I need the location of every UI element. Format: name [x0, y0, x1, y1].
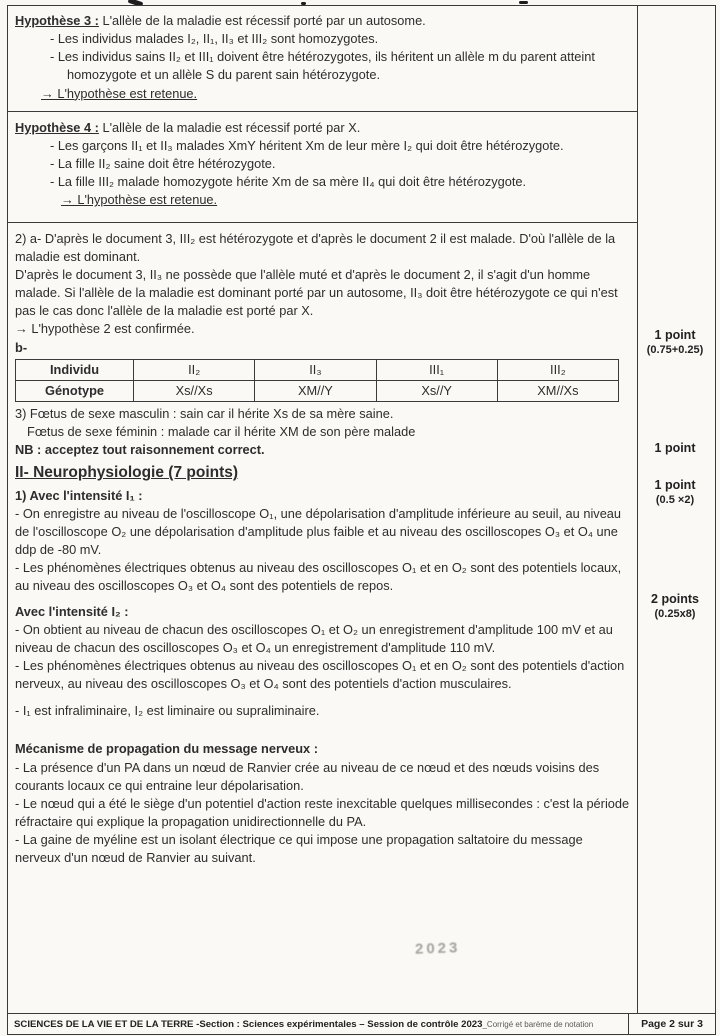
- footer-title-main: SCIENCES DE LA VIE ET DE LA TERRE -Section : Sciences expérimentales – Session de contrôle 2023: [14, 1018, 483, 1030]
- question-3-section: [15, 405, 630, 459]
- document-frame: [7, 5, 716, 1014]
- scan-artifact: [519, 1, 528, 4]
- table-cell: II₃: [255, 359, 376, 380]
- points-detail: (0.75+0.25): [646, 343, 704, 356]
- intensity-1-bullet: - Les phénomènes électriques obtenus au niveau des oscilloscopes O₁ et en O₂ sont des potentiels locaux, au niveau des oscilloscopes O₃ et O₄ sont des potentiels de repos.: [15, 560, 622, 594]
- hypothesis-4-bullet: - La fille II₂ saine doit être hétérozygote.: [50, 156, 276, 172]
- hypothesis-3-bullet: - Les individus sains II₂ et III₁ doivent être hétérozygotes, ils héritent un allèle m du parent atteint homozygote et un allèle S du parent sain hétérozygote.: [50, 49, 595, 83]
- question-3-line: Fœtus de sexe féminin : malade car il hérite XM de son père malade: [27, 424, 416, 440]
- scoring-column: [637, 6, 715, 1013]
- neurophysiology-heading: II- Neurophysiologie (7 points): [15, 464, 239, 482]
- footer-title-tail: _Corrigé et barème de notation: [482, 1019, 594, 1029]
- points-annotation: [638, 592, 712, 621]
- mechanism-bullet: - Le nœud qui a été le siège d'un potentiel d'action reste inexcitable quelques millisecondes : c'est la période réfractaire qui explique la propagation unidirectionnelle du PA.: [15, 795, 630, 830]
- intensity-2-label: Avec l'intensité I₂ :: [15, 603, 129, 619]
- table-genotype-row: [16, 380, 619, 401]
- question-3-line: 3) Fœtus de sexe masculin : sain car il hérite Xs de sa mère saine.: [15, 405, 394, 421]
- table-cell: III₂: [497, 359, 618, 380]
- intensity-2-bullet: - On obtient au niveau de chacun des oscilloscopes O₁ et O₂ un enregistrement d'amplitude 100 mV et au niveau de chacun des oscilloscopes O₃ et O₄ un enregistrement d'amplitude 110 mV.: [15, 621, 613, 655]
- points-annotation: [638, 441, 712, 457]
- points-detail: (0.25x8): [654, 607, 696, 620]
- table-cell: III₁: [376, 359, 497, 380]
- table-cell-genotype: Génotype: [16, 380, 134, 401]
- main-content-column: [8, 6, 637, 1013]
- table-cell: II₂: [134, 359, 255, 380]
- question-2a-section: [15, 230, 630, 357]
- mechanism-heading: Mécanisme de propagation du message nerveux :: [15, 741, 318, 757]
- hypothesis-3-section: [15, 12, 630, 103]
- table-cell-individu: Individu: [16, 359, 134, 380]
- points-label: 2 points: [651, 592, 699, 606]
- table-cell: Xs//Xs: [134, 380, 255, 401]
- hypothesis-4-bullet: - Les garçons II₁ et II₃ malades XmY héritent Xm de leur mère I₂ qui doit être hétérozygote.: [50, 137, 564, 153]
- intensity-conclusion: - I₁ est infraliminaire, I₂ est liminaire ou supraliminaire.: [15, 703, 320, 719]
- points-label: 1 point: [654, 478, 696, 492]
- question-2a-paragraph: 2) a- D'après le document 3, III₂ est hétérozygote et d'après le document 2 il est malade. D'où l'allèle de la maladie est dominant.: [15, 230, 616, 264]
- table-cell: XM//Xs: [497, 380, 618, 401]
- table-cell: Xs//Y: [376, 380, 497, 401]
- hypothesis-3-conclusion: → L'hypothèse est retenue.: [41, 85, 198, 101]
- hypothesis-3-bullet: - Les individus malades I₂, II₁, II₃ et III₂ sont homozygotes.: [50, 31, 379, 47]
- mechanism-bullet: - La présence d'un PA dans un nœud de Ranvier crée au niveau de ce nœud et des nœuds voisins des courants locaux ce qui entraine leur dépolarisation.: [15, 759, 600, 793]
- hypothesis-3-title-line: [15, 12, 630, 30]
- question-2a-conclusion: → L'hypothèse 2 est confirmée.: [15, 321, 195, 337]
- page-footer: [7, 1013, 716, 1035]
- hypothesis-4-title: Hypothèse 4 :: [15, 119, 99, 135]
- points-annotation: [638, 478, 712, 507]
- hypothesis-3-statement: L'allèle de la maladie est récessif porté par un autosome.: [98, 13, 426, 28]
- question-2b-label: b-: [15, 339, 28, 355]
- hypothesis-4-bullet: - La fille III₂ malade homozygote hérite Xm de sa mère II₄ qui doit être hétérozygote.: [50, 174, 527, 190]
- footer-title: [8, 1019, 628, 1030]
- intensity-1-bullet: - On enregistre au niveau de l'oscilloscope O₁, une dépolarisation d'amplitude inférieure au seuil, au niveau de l'oscilloscope O₂ une dépolarisation d'amplitude plus faible et au niveau des oscilloscopes O₃ et O₄ une ddp de -80 mV.: [15, 505, 622, 558]
- propagation-mechanism-section: [15, 740, 630, 867]
- table-cell: XM//Y: [255, 380, 376, 401]
- nb-note: NB : acceptez tout raisonnement correct.: [15, 442, 265, 458]
- mechanism-bullet: - La gaine de myéline est un isolant électrique ce qui impose une propagation saltatoire du message nerveux d'un nœud de Ranvier au suivant.: [15, 832, 583, 866]
- table-header-row: [16, 359, 619, 380]
- genotype-table: [15, 359, 619, 402]
- intensity-1-label: 1) Avec l'intensité I₁ :: [15, 487, 143, 503]
- footer-page-number: Page 2 sur 3: [628, 1014, 715, 1034]
- hypothesis-3-title: Hypothèse 3 :: [15, 13, 99, 28]
- points-annotation: [638, 328, 712, 357]
- points-label: 1 point: [654, 328, 696, 342]
- faint-date-stamp: 2023: [414, 939, 461, 958]
- section-divider: [8, 111, 637, 112]
- points-label: 1 point: [654, 441, 696, 455]
- hypothesis-4-statement: L'allèle de la maladie est récessif porté par X.: [98, 119, 361, 135]
- neurophysiology-q1-section: [15, 487, 630, 721]
- intensity-2-bullet: - Les phénomènes électriques obtenus au niveau des oscilloscopes O₁ et en O₂ sont des potentiels d'action nerveux, au niveau des oscilloscopes O₃ et O₄ sont des potentiels d'action musculaires.: [15, 657, 625, 692]
- points-detail: (0.5 ×2): [655, 493, 695, 506]
- hypothesis-4-section: [15, 119, 630, 210]
- section-divider: [8, 222, 637, 223]
- hypothesis-4-title-line: [15, 119, 630, 137]
- question-2a-paragraph: D'après le document 3, II₃ ne possède que l'allèle muté et d'après le document 2, il s'agit d'un homme malade. Si l'allèle de la maladie est dominant porté par un autosome, II₃ doit être hétérozygote ce qui n'est pas le cas donc l'allèle de la maladie est porté par X.: [15, 266, 618, 319]
- hypothesis-4-conclusion: → L'hypothèse est retenue.: [61, 192, 218, 208]
